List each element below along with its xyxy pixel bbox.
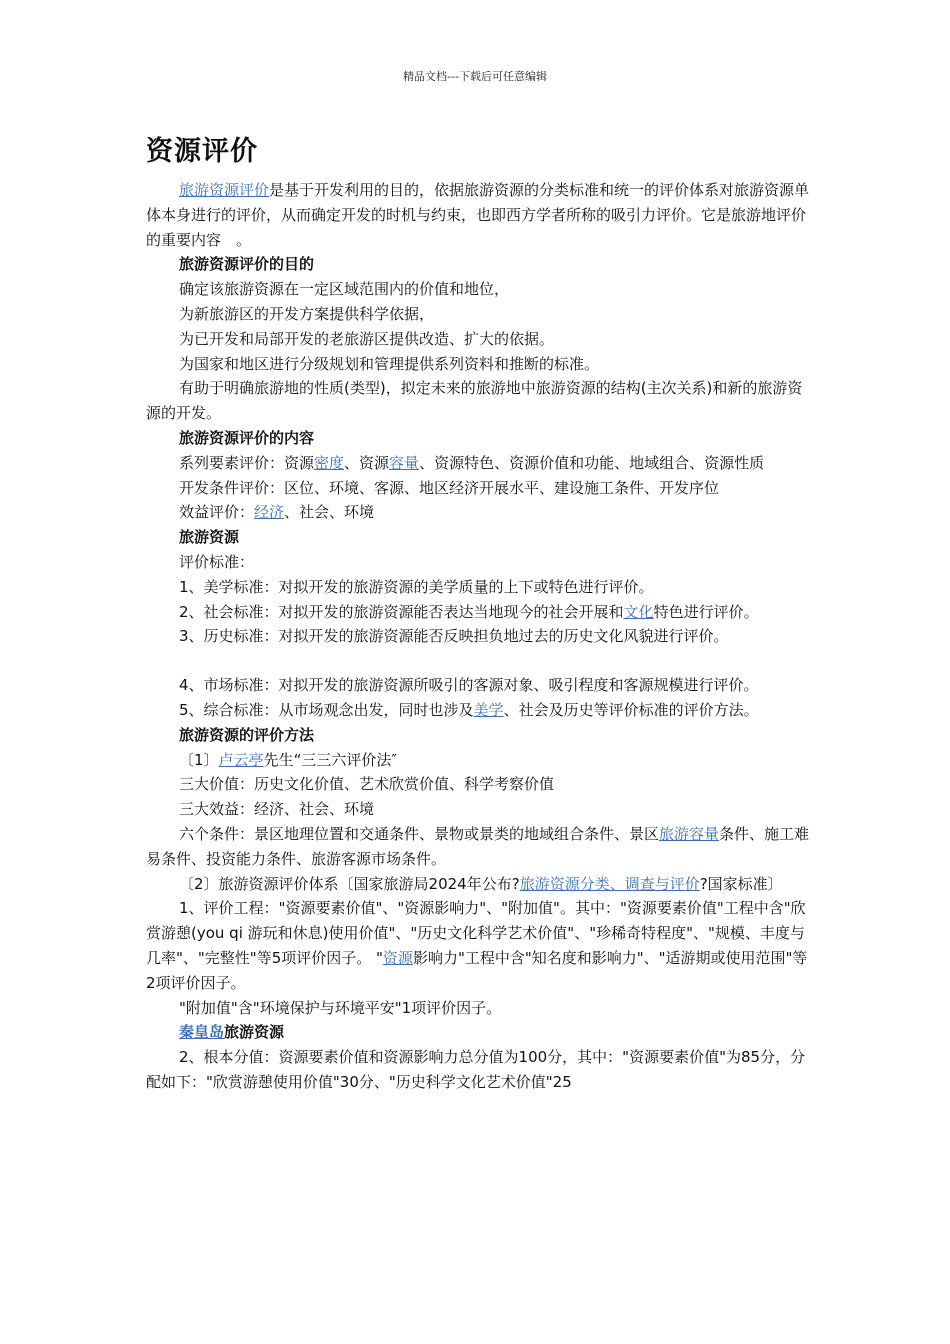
link-culture[interactable]: 文化: [623, 602, 654, 621]
section-heading-resources: 旅游资源: [179, 528, 240, 547]
content-line-benefit: [146, 500, 810, 525]
method-2: [146, 872, 810, 897]
criteria-1: 1、美学标准：对拟开发的旅游资源的美学质量的上下或特色进行评价。: [179, 577, 654, 596]
criteria-text: 特色进行评价。: [653, 602, 759, 621]
section-heading-qinhuangdao: [146, 1020, 810, 1045]
method-benefits: 三大效益：经济、社会、环境: [179, 800, 375, 819]
score-paragraph: 2、根本分值：资源要素价值和资源影响力总分值为100分，其中："资源要素价值"为85分，分配如下："欣赏游憩使用价值"30分、"历史科学文化艺术价值"25: [146, 1048, 806, 1091]
added-value-line: "附加值"含"环境保护与环境平安"1项评价因子。: [179, 998, 502, 1017]
intro-paragraph: [146, 178, 810, 252]
link-capacity[interactable]: 容量: [389, 453, 420, 472]
section-heading-methods: 旅游资源的评价方法: [179, 725, 315, 744]
link-density[interactable]: 密度: [314, 453, 345, 472]
method-text: 1、评价工程："资源要素价值"、"资源影响力"、"附加值"。其中："资源要素价值"工程中含"欣赏游憩(you qi 游玩和休息)使用价值"、"历史文化科学艺术价值"、"珍稀奇特程度"、"规模、丰度与几率"、"完整性"等5项评价因子。 ": [146, 899, 806, 967]
link-tourism-resource-evaluation[interactable]: 旅游资源评价: [179, 181, 270, 199]
evaluation-items: [146, 896, 810, 995]
criteria-3: 3、历史标准：对拟开发的旅游资源能否反映担负地过去的历史文化风貌进行评价。: [179, 627, 729, 646]
method-text: ?国家标准〕: [699, 874, 783, 893]
link-lu-yunting[interactable]: 卢云亭: [218, 750, 264, 769]
link-resource[interactable]: 资源: [382, 948, 413, 967]
criteria-text: 5、综合标准：从市场观念出发，同时也涉及: [179, 700, 474, 719]
content-text: 、资源特色、资源价值和功能、地域组合、资源性质: [419, 453, 765, 472]
criteria-text: 2、社会标准：对拟开发的旅游资源能否表达当地现今的社会开展和: [179, 602, 624, 621]
method-text: 影响力"工程中含"知名度和影响力"、"适游期或使用范围"等2项评价因子。: [146, 948, 808, 992]
method-text: 先生“三三六评价法″: [263, 750, 397, 769]
criteria-2: [146, 600, 810, 625]
link-aesthetics[interactable]: 美学: [473, 700, 504, 719]
purpose-line-2: 为新旅游区的开发方案提供科学依据，: [179, 304, 435, 323]
link-qinhuangdao[interactable]: 秦皇岛: [179, 1023, 225, 1042]
content-text: 系列要素评价：资源: [179, 453, 315, 472]
content-text: 效益评价：: [179, 503, 255, 522]
document-body: [146, 132, 810, 1095]
section-heading-content: 旅游资源评价的内容: [179, 428, 315, 447]
method-values: 三大价值：历史文化价值、艺术欣赏价值、科学考察价值: [179, 775, 555, 794]
heading-text: 旅游资源: [224, 1023, 285, 1042]
method-1: [146, 748, 810, 773]
purpose-line-1: 确定该旅游资源在一定区域范围内的价值和地位，: [179, 280, 510, 299]
method-text: 六个条件：景区地理位置和交通条件、景物或景类的地域组合条件、景区: [179, 824, 660, 843]
criteria-subheading: 评价标准：: [179, 552, 255, 571]
link-tourism-capacity[interactable]: 旅游容量: [659, 824, 720, 843]
content-line-development: 开发条件评价：区位、环境、客源、地区经济开展水平、建设施工条件、开发序位: [179, 478, 720, 497]
criteria-4: 4、市场标准：对拟开发的旅游资源所吸引的客源对象、吸引程度和客源规模进行评价。: [179, 676, 759, 695]
purpose-line-5: 有助于明确旅游地的性质(类型)，拟定未来的旅游地中旅游资源的结构(主次关系)和新的旅游资源的开发。: [146, 379, 803, 423]
blank-line: [146, 649, 810, 673]
link-economy[interactable]: 经济: [254, 503, 285, 522]
content-line-elements: [146, 451, 810, 476]
link-classification-standard[interactable]: 旅游资源分类、调查与评价: [519, 874, 700, 893]
page-header: 精品文档---下载后可任意编辑: [403, 70, 547, 83]
method-text: 条件、施工难易条件、投资能力条件、旅游客源市场条件。: [146, 824, 810, 868]
content-text: 、资源: [344, 453, 390, 472]
purpose-line-3: 为已开发和局部开发的老旅游区提供改造、扩大的依据。: [179, 329, 555, 348]
document-title: 资源评价: [146, 136, 258, 167]
method-text: 〔2〕旅游资源评价体系〔国家旅游局2024年公布?: [179, 874, 520, 893]
section-heading-purpose: 旅游资源评价的目的: [179, 255, 315, 274]
content-text: 、社会、环境: [284, 503, 375, 522]
method-conditions: [146, 822, 810, 872]
method-text: 〔1〕: [179, 750, 219, 769]
purpose-line-4: 为国家和地区进行分级规划和管理提供系列资料和推断的标准。: [179, 354, 600, 373]
intro-text: 是基于开发利用的目的，依据旅游资源的分类标准和统一的评价体系对旅游资源单体本身进行的评价，从而确定开发的时机与约束，也即西方学者所称的吸引力评价。它是旅游地评价的重要内容 。: [146, 181, 810, 249]
criteria-text: 、社会及历史等评价标准的评价方法。: [503, 700, 759, 719]
criteria-5: [146, 698, 810, 723]
